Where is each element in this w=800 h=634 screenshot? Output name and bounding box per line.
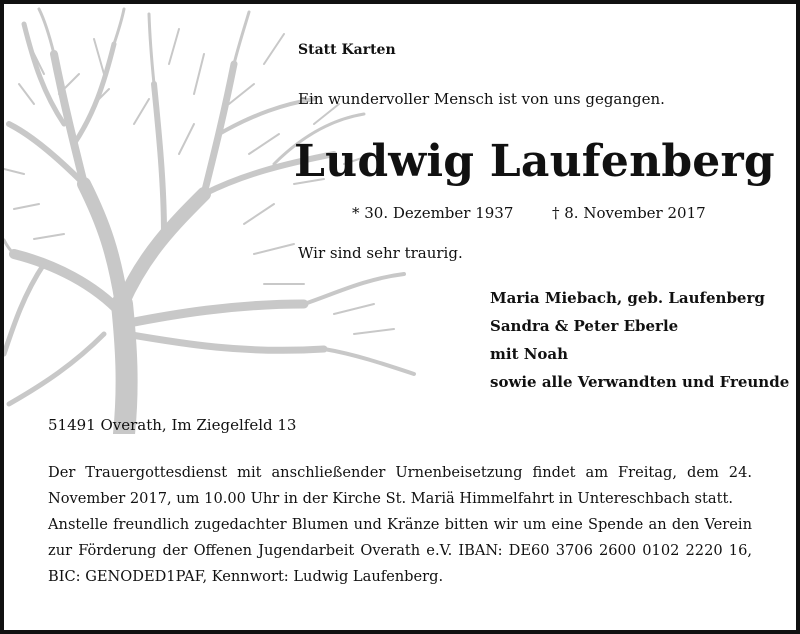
sentiment-line: Wir sind sehr traurig.	[298, 244, 463, 262]
birth-date: * 30. Dezember 1937	[352, 204, 514, 222]
deceased-name: Ludwig Laufenberg	[294, 136, 775, 187]
mourner-item: mit Noah	[490, 345, 569, 363]
mourner-item: Maria Miebach, geb. Laufenberg	[490, 289, 765, 307]
header-statt-karten: Statt Karten	[298, 42, 396, 58]
mourner-item: Sandra & Peter Eberle	[490, 317, 679, 335]
intro-line: Ein wundervoller Mensch ist von uns gegangen.	[298, 90, 665, 108]
service-details	[48, 460, 752, 590]
death-date: † 8. November 2017	[552, 204, 706, 222]
mourners-list	[490, 284, 789, 396]
address-line: 51491 Overath, Im Ziegelfeld 13	[48, 416, 297, 434]
service-paragraph: Der Trauergottesdienst mit anschließender Urnenbeisetzung findet am Freitag, dem 24. November 2017, um 10.00 Uhr in der Kirche St. Mariä Himmelfahrt in Untereschbach statt.	[48, 464, 752, 507]
mourner-item: sowie alle Verwandten und Freunde	[490, 373, 790, 391]
donation-paragraph: Anstelle freundlich zugedachter Blumen und Kränze bitten wir um eine Spende an den Verein zur Förderung der Offenen Jugendarbeit Overath e.V. IBAN: DE60 3706 2600 0102 2220 16, BIC: GENODED1PAF, Kennwort: Ludwig Laufenberg.	[48, 516, 752, 585]
